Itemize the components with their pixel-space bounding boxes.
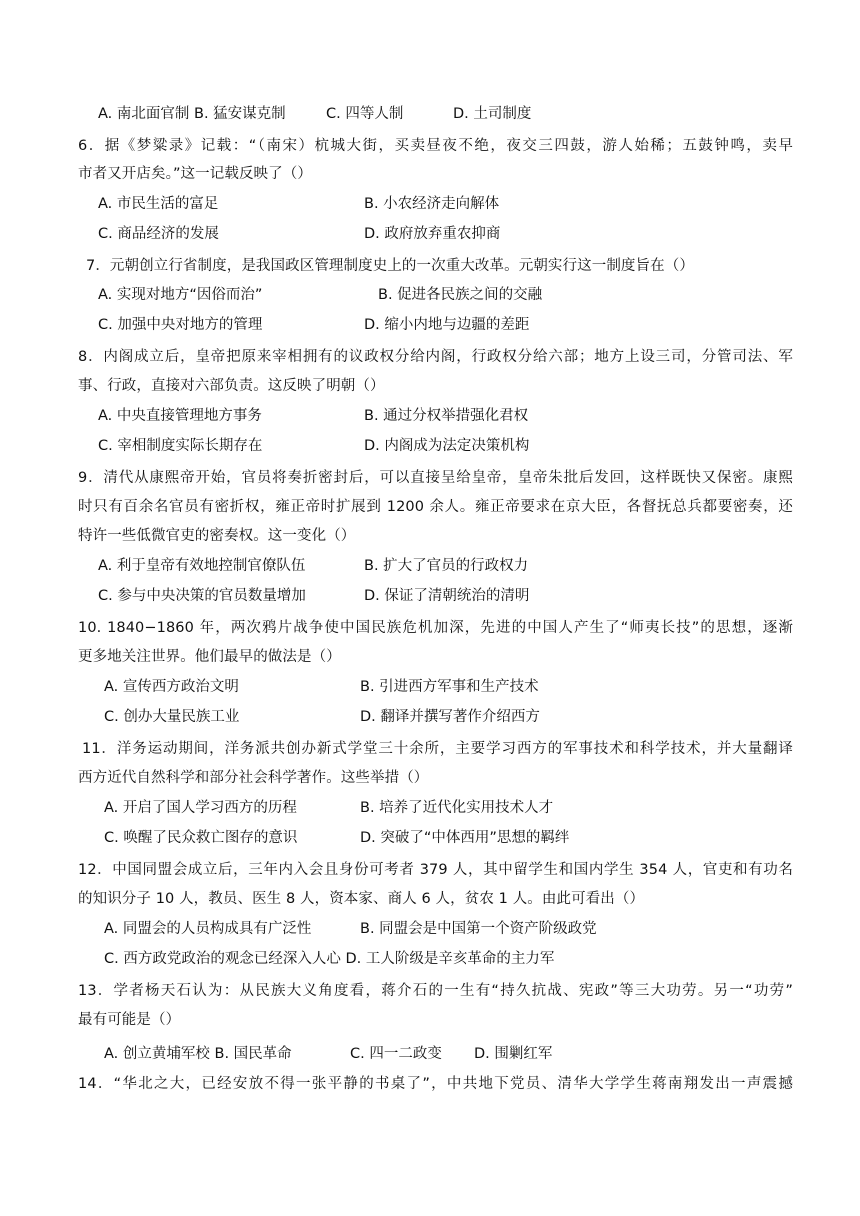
q7-option-b: B. 促进各民族之间的交融 — [378, 287, 543, 303]
q12-option-cd: C. 西方政党政治的观念已经深入人心 D. 工人阶级是辛亥革命的主力军 — [104, 951, 555, 967]
q6-option-a: A. 市民生活的富足 — [98, 196, 219, 212]
q12-stem-line-1: 12．中国同盟会成立后，三年内入会且身份可考者 379 人，其中留学生和国内学生 354 人，官吏和有功名 — [78, 862, 793, 878]
q6-stem-line-2: 市者又开店矣。”这一记载反映了（） — [78, 166, 312, 182]
q9-option-c: C. 参与中央决策的官员数量增加 — [98, 588, 306, 604]
q8-option-c: C. 宰相制度实际长期存在 — [98, 438, 263, 454]
q12-option-b: B. 同盟会是中国第一个资产阶级政党 — [360, 921, 597, 937]
q6-stem-line-1: 6．据《梦粱录》记载：“（南宋）杭城大街，买卖昼夜不绝，夜交三四鼓，游人始稀；五鼓钟鸣，卖早 — [78, 138, 793, 154]
q9-option-b: B. 扩大了官员的行政权力 — [364, 558, 529, 574]
q9-option-a: A. 利于皇帝有效地控制官僚队伍 — [98, 558, 306, 574]
q6-option-d: D. 政府放弃重农抑商 — [364, 226, 501, 242]
q6-option-b: B. 小农经济走向解体 — [364, 196, 500, 212]
q12-stem-line-2: 的知识分子 10 人，教员、医生 8 人，资本家、商人 6 人，贫农 1 人。由此可看出（） — [78, 891, 645, 907]
q9-stem-line-1: 9．清代从康熙帝开始，官员将奏折密封后，可以直接呈给皇帝，皇帝朱批后发回，这样既快又保密。康熙 — [78, 470, 793, 486]
q13-option-d: D. 围剿红军 — [474, 1046, 553, 1062]
q13-option-c: C. 四一二政变 — [350, 1046, 442, 1062]
q7-option-d: D. 缩小内地与边疆的差距 — [364, 317, 530, 333]
q5-option-d: D. 土司制度 — [453, 106, 532, 122]
q9-option-d: D. 保证了清朝统治的清明 — [364, 588, 530, 604]
q5-option-ab: A. 南北面官制 B. 猛安谋克制 — [98, 106, 286, 122]
q8-stem-line-1: 8．内阁成立后，皇帝把原来宰相拥有的议政权分给内阁，行政权分给六部；地方上设三司，分管司法、军 — [78, 349, 793, 365]
q10-option-c: C. 创办大量民族工业 — [104, 709, 240, 725]
q8-stem-line-2: 事、行政，直接对六部负责。这反映了明朝（） — [78, 378, 385, 394]
q11-option-a: A. 开启了国人学习西方的历程 — [104, 800, 297, 816]
q9-stem-line-3: 特许一些低微官吏的密奏权。这一变化（） — [78, 528, 356, 544]
q14-stem-line-1: 14．“华北之大，已经安放不得一张平静的书桌了”，中共地下党员、清华大学学生蒋南翔发出一声震撼 — [78, 1076, 793, 1092]
q10-option-a: A. 宣传西方政治文明 — [104, 679, 239, 695]
q13-option-ab: A. 创立黄埔军校 B. 国民革命 — [104, 1046, 292, 1062]
q8-option-d: D. 内阁成为法定决策机构 — [364, 438, 530, 454]
q11-stem-line-2: 西方近代自然科学和部分社会科学著作。这些举措（） — [78, 770, 429, 786]
q11-stem-line-1: 11．洋务运动期间，洋务派共创办新式学堂三十余所，主要学习西方的军事技术和科学技术，并大量翻译 — [82, 741, 793, 757]
q11-option-d: D. 突破了“中体西用”思想的羁绊 — [360, 830, 570, 846]
q10-option-d: D. 翻译并撰写著作介绍西方 — [360, 709, 540, 725]
q10-stem-line-1: 10. 1840−1860 年，两次鸦片战争使中国民族危机加深，先进的中国人产生了“师夷长技”的思想，逐渐 — [78, 620, 793, 636]
q11-option-b: B. 培养了近代化实用技术人才 — [360, 800, 554, 816]
q7-option-c: C. 加强中央对地方的管理 — [98, 317, 263, 333]
q12-option-a: A. 同盟会的人员构成具有广泛性 — [104, 921, 312, 937]
q7-stem-line-1: 7．元朝创立行省制度，是我国政区管理制度史上的一次重大改革。元朝实行这一制度旨在（） — [86, 258, 694, 274]
q8-option-a: A. 中央直接管理地方事务 — [98, 408, 262, 424]
q7-option-a: A. 实现对地方“因俗而治” — [98, 287, 263, 303]
q5-option-c: C. 四等人制 — [326, 106, 404, 122]
q6-option-c: C. 商品经济的发展 — [98, 226, 219, 242]
q8-option-b: B. 通过分权举措强化君权 — [364, 408, 529, 424]
q11-option-c: C. 唤醒了民众救亡图存的意识 — [104, 830, 298, 846]
q13-stem-line-2: 最有可能是（） — [78, 1012, 181, 1028]
q10-option-b: B. 引进西方军事和生产技术 — [360, 679, 539, 695]
q10-stem-line-2: 更多地关注世界。他们最早的做法是（） — [78, 649, 341, 665]
q13-stem-line-1: 13．学者杨天石认为：从民族大义角度看，蒋介石的一生有“持久抗战、宪政”等三大功劳。另一“功劳” — [78, 983, 793, 999]
q9-stem-line-2: 时只有百余名官员有密折权，雍正帝时扩展到 1200 余人。雍正帝要求在京大臣，各督抚总兵都要密奏，还 — [78, 499, 793, 515]
